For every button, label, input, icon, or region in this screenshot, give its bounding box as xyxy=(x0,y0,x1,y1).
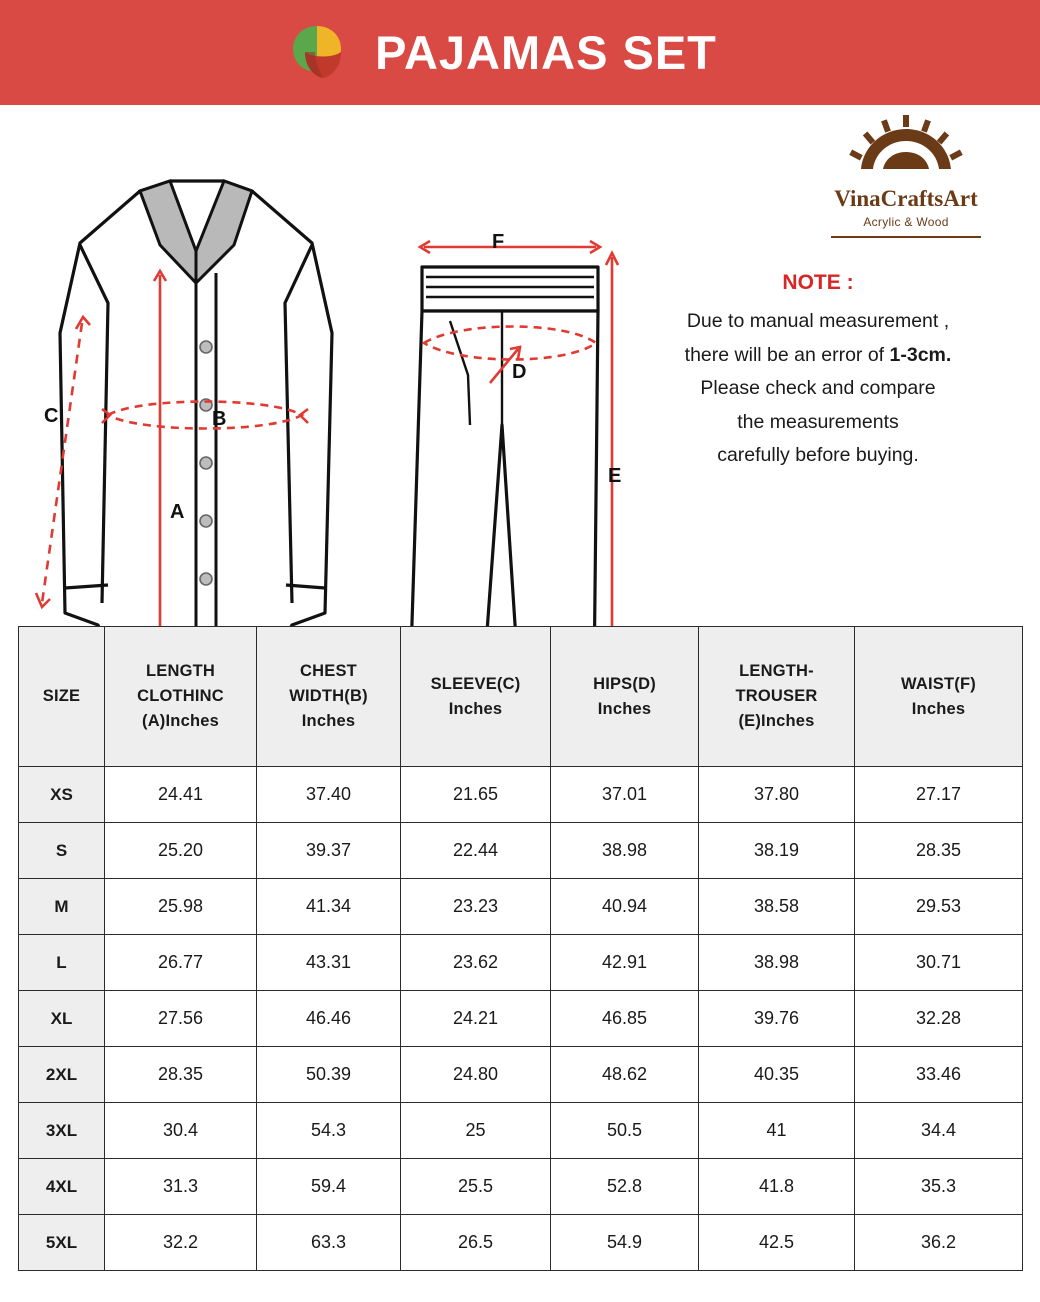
note-block xyxy=(618,265,1018,473)
column-header-line: WIDTH(B) xyxy=(289,687,368,706)
size-cell: M xyxy=(19,879,105,935)
column-header-line: HIPS(D) xyxy=(593,674,656,693)
column-header-5 xyxy=(699,627,855,767)
measurement-cell: 35.3 xyxy=(855,1159,1023,1215)
measurement-cell: 50.39 xyxy=(257,1047,401,1103)
measurement-cell: 48.62 xyxy=(551,1047,699,1103)
measurement-cell: 38.98 xyxy=(699,935,855,991)
measurement-cell: 27.17 xyxy=(855,767,1023,823)
label-b: B xyxy=(212,408,227,430)
note-line-4: the measurements xyxy=(737,410,899,433)
table-row xyxy=(19,1047,1023,1103)
measurement-cell: 39.76 xyxy=(699,991,855,1047)
column-header-6 xyxy=(855,627,1023,767)
label-f: F xyxy=(492,231,505,253)
page-header xyxy=(0,0,1040,105)
measurement-cell: 37.80 xyxy=(699,767,855,823)
note-line-5: carefully before buying. xyxy=(717,444,919,467)
size-cell: 5XL xyxy=(19,1215,105,1271)
column-header-2 xyxy=(257,627,401,767)
measurement-cell: 38.98 xyxy=(551,823,699,879)
measurement-cell: 37.01 xyxy=(551,767,699,823)
table-row xyxy=(19,879,1023,935)
measurement-cell: 40.35 xyxy=(699,1047,855,1103)
measurement-cell: 25.20 xyxy=(105,823,257,879)
table-row xyxy=(19,991,1023,1047)
brand-name: VinaCraftsArt xyxy=(834,186,978,211)
column-header-3 xyxy=(401,627,551,767)
measurement-cell: 27.56 xyxy=(105,991,257,1047)
table-header-row xyxy=(19,627,1023,767)
size-cell: L xyxy=(19,935,105,991)
measurement-cell: 38.58 xyxy=(699,879,855,935)
measurement-cell: 38.19 xyxy=(699,823,855,879)
column-header-line: SLEEVE(C) xyxy=(430,674,521,693)
measurement-cell: 41.34 xyxy=(257,879,401,935)
measurement-cell: 25.98 xyxy=(105,879,257,935)
size-cell: XS xyxy=(19,767,105,823)
size-chart-table-wrap xyxy=(18,626,1022,1271)
column-header-line: Inches xyxy=(301,711,356,730)
size-cell: S xyxy=(19,823,105,879)
note-line-2-text: there will be an error of xyxy=(684,343,890,366)
measurement-cell: 30.71 xyxy=(855,935,1023,991)
column-header-0 xyxy=(19,627,105,767)
column-header-line: Inches xyxy=(597,699,652,718)
measurement-cell: 29.53 xyxy=(855,879,1023,935)
brand-subtitle: Acrylic & Wood xyxy=(863,215,949,229)
column-header-line: Inches xyxy=(911,699,966,718)
column-header-line: WAIST(F) xyxy=(901,674,976,693)
size-cell: 3XL xyxy=(19,1103,105,1159)
table-row xyxy=(19,1215,1023,1271)
column-header-1 xyxy=(105,627,257,767)
table-row xyxy=(19,1159,1023,1215)
size-chart-table xyxy=(18,626,1023,1271)
measurement-cell: 31.3 xyxy=(105,1159,257,1215)
measurement-cell: 23.62 xyxy=(401,935,551,991)
size-cell: 4XL xyxy=(19,1159,105,1215)
measurement-cell: 37.40 xyxy=(257,767,401,823)
column-header-line: LENGTH xyxy=(145,662,216,681)
measurement-cell: 42.91 xyxy=(551,935,699,991)
column-header-line: CHEST xyxy=(300,662,357,681)
measurement-cell: 22.44 xyxy=(401,823,551,879)
note-tolerance: 1-3cm. xyxy=(889,343,952,366)
measurement-cell: 50.5 xyxy=(551,1103,699,1159)
measurement-cell: 24.21 xyxy=(401,991,551,1047)
brand-logo xyxy=(808,115,1004,238)
column-header-line: LENGTH- xyxy=(739,662,814,681)
table-row xyxy=(19,1103,1023,1159)
measurement-cell: 54.3 xyxy=(257,1103,401,1159)
table-row xyxy=(19,823,1023,879)
measurement-cell: 28.35 xyxy=(855,823,1023,879)
note-title: NOTE : xyxy=(782,271,854,294)
measurement-cell: 26.5 xyxy=(401,1215,551,1271)
measurement-cell: 46.46 xyxy=(257,991,401,1047)
brand-divider xyxy=(831,236,981,238)
label-e: E xyxy=(608,465,622,487)
size-cell: 2XL xyxy=(19,1047,105,1103)
measurement-cell: 63.3 xyxy=(257,1215,401,1271)
measurement-cell: 26.77 xyxy=(105,935,257,991)
measurement-cell: 36.2 xyxy=(855,1215,1023,1271)
measurement-cell: 30.4 xyxy=(105,1103,257,1159)
measurement-cell: 34.4 xyxy=(855,1103,1023,1159)
measurement-cell: 32.2 xyxy=(105,1215,257,1271)
measurement-cell: 43.31 xyxy=(257,935,401,991)
note-line-2 xyxy=(618,339,1018,373)
column-header-4 xyxy=(551,627,699,767)
column-header-line: TROUSER xyxy=(735,687,818,706)
measurement-cell: 41.8 xyxy=(699,1159,855,1215)
column-header-line: SIZE xyxy=(42,687,81,706)
measurement-cell: 24.41 xyxy=(105,767,257,823)
size-cell: XL xyxy=(19,991,105,1047)
label-c: C xyxy=(44,405,59,427)
measurement-cell: 32.28 xyxy=(855,991,1023,1047)
column-header-line: (A)Inches xyxy=(142,711,219,730)
measurement-cell: 33.46 xyxy=(855,1047,1023,1103)
sunrise-gear-logo-icon xyxy=(831,168,981,185)
note-line-1: Due to manual measurement , xyxy=(686,310,950,333)
measurement-cell: 41 xyxy=(699,1103,855,1159)
measurement-cell: 46.85 xyxy=(551,991,699,1047)
note-line-3: Please check and compare xyxy=(700,377,936,400)
table-row xyxy=(19,767,1023,823)
label-a: A xyxy=(170,501,185,523)
measurement-cell: 42.5 xyxy=(699,1215,855,1271)
measurement-cell: 23.23 xyxy=(401,879,551,935)
column-header-line: (E)Inches xyxy=(738,711,815,730)
diagram-area xyxy=(0,105,1040,625)
measurement-cell: 21.65 xyxy=(401,767,551,823)
measurement-cell: 52.8 xyxy=(551,1159,699,1215)
colored-leaf-logo-icon xyxy=(283,22,353,84)
measurement-cell: 28.35 xyxy=(105,1047,257,1103)
measurement-cell: 39.37 xyxy=(257,823,401,879)
measurement-cell: 40.94 xyxy=(551,879,699,935)
page-title: PAJAMAS SET xyxy=(375,26,717,79)
measurement-cell: 25.5 xyxy=(401,1159,551,1215)
measurement-cell: 24.80 xyxy=(401,1047,551,1103)
measurement-cell: 25 xyxy=(401,1103,551,1159)
label-d: D xyxy=(512,361,527,383)
column-header-line: Inches xyxy=(448,699,503,718)
table-row xyxy=(19,935,1023,991)
column-header-line: CLOTHINC xyxy=(137,687,224,706)
measurement-cell: 54.9 xyxy=(551,1215,699,1271)
measurement-cell: 59.4 xyxy=(257,1159,401,1215)
